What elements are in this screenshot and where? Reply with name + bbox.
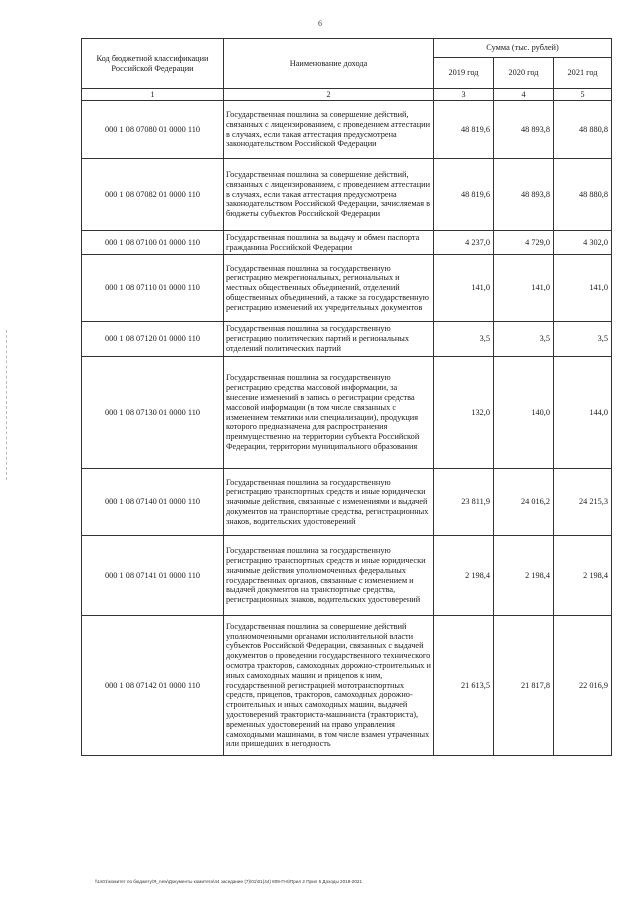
revenue-name: Государственная пошлина за совершение действий, связанных с лицензированием, с проведением аттестации в случаях, если такая аттестация предусмотрена законодательством Российской Федерации: [224, 101, 434, 159]
column-index: 4: [494, 89, 554, 101]
table-row: [82, 322, 612, 357]
value-2019: 48 819,6: [434, 159, 494, 231]
table-row: [82, 469, 612, 536]
value-2021: 2 198,4: [554, 536, 612, 616]
value-2020: 140,0: [494, 357, 554, 469]
header-name-column: Наименование дохода: [224, 39, 434, 89]
revenue-name: Государственная пошлина за выдачу и обмен паспорта гражданина Российской Федерации: [224, 231, 434, 255]
value-2021: 144,0: [554, 357, 612, 469]
header-year-2021: 2021 год: [554, 58, 612, 89]
budget-code: 000 1 08 07130 01 0000 110: [82, 357, 224, 469]
column-index: 3: [434, 89, 494, 101]
value-2020: 24 016,2: [494, 469, 554, 536]
revenue-name: Государственная пошлина за государственную регистрацию транспортных средств и иные юридически значимые действия уполномоченных федеральных государственных органов, связанные с изменением и выдачей документов на транспортные средства, регистрационных знаков, водительских удостоверений: [224, 536, 434, 616]
value-2019: 23 811,9: [434, 469, 494, 536]
budget-code: 000 1 08 07080 01 0000 110: [82, 101, 224, 159]
column-index: 2: [224, 89, 434, 101]
table-row: [82, 159, 612, 231]
revenue-name: Государственная пошлина за государственную регистрацию средства массовой информации, за внесение изменений в запись о регистрации средства массовой информации (в том числе связанных с изменением тематики или специализации), продукция которого предназначена для распространения преимущественно на территории субъекта Российской Федерации, территории муниципального образования: [224, 357, 434, 469]
value-2019: 132,0: [434, 357, 494, 469]
budget-code: 000 1 08 07120 01 0000 110: [82, 322, 224, 357]
value-2020: 21 817,8: [494, 616, 554, 756]
value-2021: 4 302,0: [554, 231, 612, 255]
table-row: [82, 536, 612, 616]
header-code-column: Код бюджетной классификации Российской Федерации: [82, 39, 224, 89]
revenue-name: Государственная пошлина за совершение действий уполномоченными органами исполнительной власти субъектов Российской Федерации, связанных с выдачей документов о проведении государственного технического осмотра тракторов, самоходных дорожно-строительных и иных самоходных машин и прицепов к ним, государственной регистрацией мототранспортных средств, прицепов, тракторов, самоходных дорожно-строительных и иных самоходных машин, выдачей удостоверений тракториста-машиниста (тракториста), временных удостоверений на право управления самоходными машинами, в том числе взамен утраченных или пришедших в негодность: [224, 616, 434, 756]
table-row: [82, 231, 612, 255]
value-2021: 48 880,8: [554, 159, 612, 231]
value-2020: 48 893,8: [494, 101, 554, 159]
header-year-2019: 2019 год: [434, 58, 494, 89]
page-number: 6: [318, 19, 322, 28]
header-year-2020: 2020 год: [494, 58, 554, 89]
header-sum-column: Сумма (тыс. рублей): [434, 39, 612, 58]
column-index: 5: [554, 89, 612, 101]
revenue-table: [81, 38, 612, 756]
value-2019: 141,0: [434, 255, 494, 322]
revenue-name: Государственная пошлина за государственную регистрацию межрегиональных, региональных и местных общественных объединений, отделений общественных объединений, а также за государственную регистрацию изменений их учредительных документов: [224, 255, 434, 322]
table-row: [82, 101, 612, 159]
value-2021: 22 016,9: [554, 616, 612, 756]
value-2020: 4 729,0: [494, 231, 554, 255]
value-2020: 3,5: [494, 322, 554, 357]
budget-code: 000 1 08 07082 01 0000 110: [82, 159, 224, 231]
value-2020: 2 198,4: [494, 536, 554, 616]
value-2019: 4 237,0: [434, 231, 494, 255]
value-2019: 21 613,5: [434, 616, 494, 756]
budget-code: 000 1 08 07110 01 0000 110: [82, 255, 224, 322]
budget-code: 000 1 08 07140 01 0000 110: [82, 469, 224, 536]
value-2020: 48 893,8: [494, 159, 554, 231]
value-2021: 48 880,8: [554, 101, 612, 159]
value-2021: 24 215,3: [554, 469, 612, 536]
value-2019: 3,5: [434, 322, 494, 357]
value-2021: 3,5: [554, 322, 612, 357]
budget-code: 000 1 08 07100 01 0000 110: [82, 231, 224, 255]
value-2019: 2 198,4: [434, 536, 494, 616]
revenue-name: Государственная пошлина за совершение действий, связанных с лицензированием, с проведением аттестации в случаях, если такая аттестация предусмотрена законодательством Российской Федерации, зачисляемая в бюджеты субъектов Российской Федерации: [224, 159, 434, 231]
budget-code: 000 1 08 07141 01 0000 110: [82, 536, 224, 616]
column-index-row: [82, 89, 612, 101]
column-index: 1: [82, 89, 224, 101]
value-2019: 48 819,6: [434, 101, 494, 159]
value-2020: 141,0: [494, 255, 554, 322]
binding-margin-marks: [6, 330, 8, 480]
table-row: [82, 255, 612, 322]
revenue-name: Государственная пошлина за государственную регистрацию транспортных средств и иные юридически значимые действия, связанные с изменениями и выдачей документов на транспортные средства, регистрационных знаков, водительских удостоверений: [224, 469, 434, 536]
table-row: [82, 616, 612, 756]
file-path-footer: \\1s01\комитет по бюджету\Я_new\Документы комитета\44 заседание (7)\01\01(44) 809-П-6\Прил 2 Прил 5 Доходы 2019-2021: [95, 879, 363, 884]
budget-code: 000 1 08 07142 01 0000 110: [82, 616, 224, 756]
revenue-name: Государственная пошлина за государственную регистрацию политических партий и региональных отделений политических партий: [224, 322, 434, 357]
value-2021: 141,0: [554, 255, 612, 322]
table-row: [82, 357, 612, 469]
